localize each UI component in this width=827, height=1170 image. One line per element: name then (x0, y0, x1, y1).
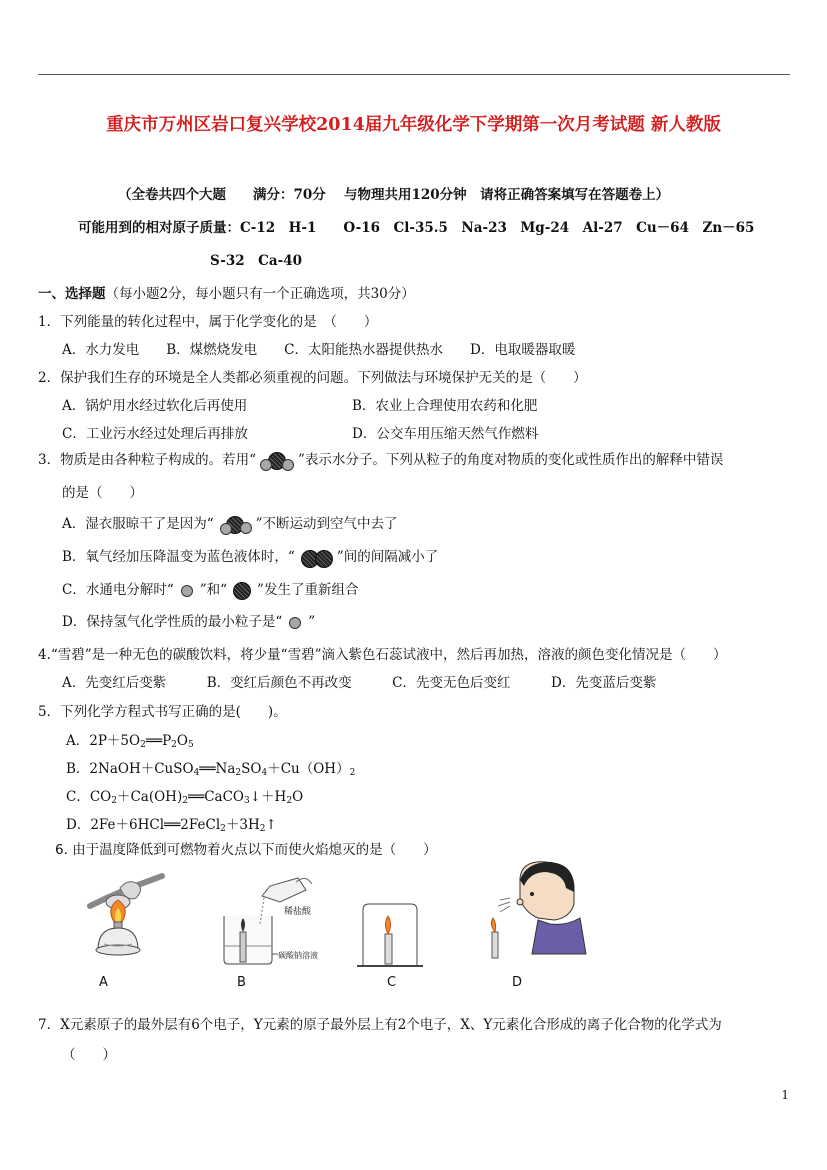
q7-stem: 7．X元素原子的最外层有6个电子，Y元素的原子最外层上有2个电子，X、Y元素化合形成的离子化合物的化学式为 (38, 1017, 722, 1033)
atomic-masses-line1: 可能用到的相对原子质量：C-12 H-1 O-16 Cl-35.5 Na-23 Mg-24 Al-27 Cu－64 Zn－65 (78, 220, 755, 236)
q4-stem: 4.“雪碧”是一种无色的碳酸饮料，将少量“雪碧”滴入紫色石蕊试液中，然后再加热，溶液的颜色变化情况是（ ） (38, 647, 727, 663)
q5-option-d: D．$2Fe+6HCl══2FeCl_2+3H_2↑$ (66, 817, 277, 834)
fig-label-d: D (512, 975, 523, 990)
q3-stem-line2: 的是（ ） (62, 485, 143, 501)
q2-option-a: A．锅炉用水经过软化后再使用 (62, 398, 248, 414)
page-title: 重庆市万州区岩口复兴学校2014届九年级化学下学期第一次月考试题 新人教版 (106, 115, 721, 135)
oxygen-atom-icon (229, 582, 255, 600)
q2-option-d: D．公交车用压缩天然气作燃料 (352, 426, 539, 442)
fig-label-b: B (237, 975, 246, 990)
q2-option-c: C．工业污水经过处理后再排放 (62, 426, 248, 442)
page-number: 1 (781, 1088, 789, 1102)
section-title: 一、选择题 (38, 286, 106, 302)
na2co3-label: 碳酸钠溶液 (278, 951, 318, 960)
exam-info: （全卷共四个大题 满分：70分 与物理共用120分钟 请将正确答案填写在答题卷上） (118, 187, 670, 203)
alcohol-lamp-figure (70, 866, 175, 971)
water-molecule-icon (258, 452, 296, 470)
oxygen-molecule-icon (297, 549, 335, 567)
q5-option-b: B．$2NaOH+CuSO_4══Na_2SO_4+Cu(OH)_2$ (66, 761, 356, 778)
q4-options: A．先变红后变紫 B．变红后颜色不再改变 C．先变无色后变红 D．先变蓝后变紫 (62, 675, 657, 691)
q5-stem: 5．下列化学方程式书写正确的是( )。 (38, 704, 287, 720)
section-note: （每小题2分，每小题只有一个正确选项，共30分） (105, 286, 415, 302)
q3-option-c: C．水通电分解时“ ”和“ ”发生了重新组合 (62, 582, 359, 598)
beaker-candle-figure (210, 866, 330, 971)
fig-label-a: A (99, 975, 108, 990)
q3-option-b: B．氧气经加压降温变为蓝色液体时，“ ”间的间隔减小了 (62, 545, 438, 567)
water-molecule-icon (216, 516, 254, 534)
top-rule (38, 74, 790, 75)
section-heading (38, 282, 415, 302)
q6-stem: 6. 由于温度降低到可燃物着火点以下而使火焰熄灭的是（ ） (55, 842, 437, 858)
q5-option-a: A．$2P+5O_2══P_2O_5$ (66, 733, 194, 750)
q2-option-b: B．农业上合理使用农药和化肥 (352, 398, 538, 414)
q3-option-a: A．湿衣服晾干了是因为“ ”不断运动到空气中去了 (62, 512, 398, 534)
hcl-label: 稀盐酸 (284, 907, 312, 917)
hydrogen-atom-icon (176, 582, 198, 600)
q5-option-c: C．$CO_2+Ca(OH)_2══CaCO_3↓+H_2O$ (66, 789, 304, 806)
fig-label-c: C (387, 975, 397, 990)
q1-options: A．水力发电 B．煤燃烧发电 C．太阳能热水器提供热水 D．电取暖器取暖 (62, 342, 576, 358)
q7-line2: （ ） (62, 1047, 116, 1063)
q2-stem: 2．保护我们生存的环境是全人类都必须重视的问题。下列做法与环境保护无关的是（ ） (38, 370, 587, 386)
hydrogen-atom-icon (284, 614, 306, 632)
candle-under-jar-figure (355, 900, 425, 970)
q3-option-d: D．保持氢气化学性质的最小粒子是“ ” (62, 614, 316, 630)
q3-stem: 3．物质是由各种粒子构成的。若用“ ”表示水分子。下列从粒子的角度对物质的变化或性质作出的解释中错误 (38, 448, 723, 470)
blowing-candle-figure (480, 858, 590, 970)
q1-stem: 1．下列能量的转化过程中，属于化学变化的是 （ ） (38, 314, 378, 330)
atomic-masses-line2: S-32 Ca-40 (210, 253, 303, 269)
